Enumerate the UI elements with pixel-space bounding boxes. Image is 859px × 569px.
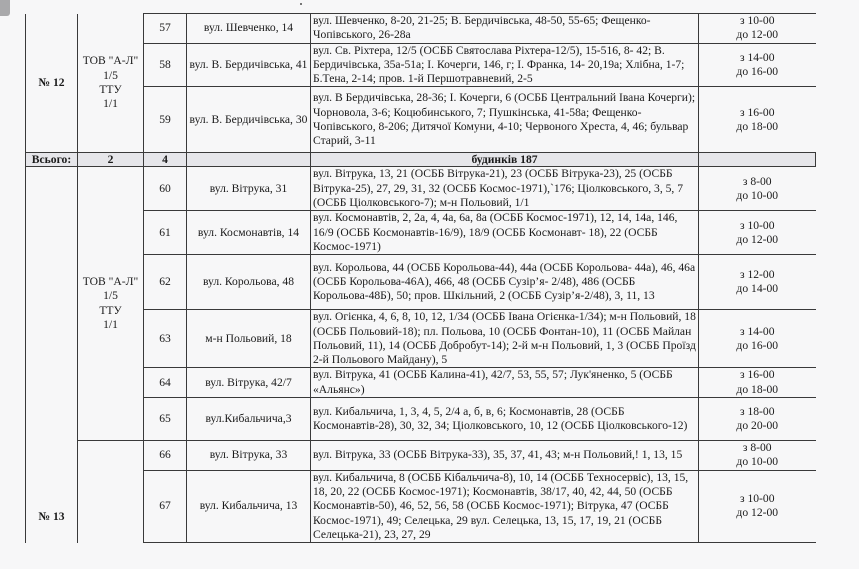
total-points: 4 [144, 153, 187, 167]
provider-line: 1/5 [103, 68, 118, 82]
point-address: вул. Шевченко, 14 [187, 14, 311, 44]
provider-cell-empty [78, 441, 144, 543]
time-from: з 8-00 [742, 441, 772, 455]
point-address: вул. В. Бердичівська, 30 [187, 87, 311, 153]
time-from: з 14-00 [739, 50, 775, 64]
time-to: до 14-00 [736, 282, 779, 296]
time-from: з 12-00 [739, 267, 775, 281]
group-number: № 13 [26, 167, 78, 543]
time-slot [699, 255, 816, 310]
total-buildings: будинків 187 [311, 153, 699, 167]
time-to: до 12-00 [736, 232, 779, 246]
time-from: з 18-00 [739, 404, 775, 418]
scan-dot [300, 3, 302, 5]
point-number: 57 [144, 14, 187, 44]
provider-line: 1/1 [103, 97, 118, 111]
time-to: до 20-00 [736, 419, 779, 433]
point-address: вул.Кибальчича,3 [187, 398, 311, 441]
point-number: 64 [144, 368, 187, 398]
time-slot [699, 441, 816, 471]
provider-line: ТОВ "А-Л" [82, 275, 139, 289]
point-number: 58 [144, 43, 187, 87]
served-addresses: вул. Св. Ріхтера, 12/5 (ОСББ Святослава Ріхтера-12/5), 15-516, 8- 42; В. Бердичівська, 35а-51а; І. Кочерги, 146, г; І. Франка, 14- 20,19а; Хлібна, 1-7; Б.Тена, 2-14; пров. 1-й Першотравневий, 2-5 [311, 43, 699, 87]
point-address: вул. Вітрука, 42/7 [187, 368, 311, 398]
total-row [26, 153, 816, 167]
served-addresses: вул. Вітрука, 13, 21 (ОСББ Вітрука-21), 23 (ОСББ Вітрука-23), 25 (ОСББ Вітрука-25), 27, 29, 31, 32 (ОСББ Космос-1971),`176; Ціолковського, 3, 5, 7 (ОСББ Ціолковського-7); м-н Польовий, 1/1 [311, 167, 699, 211]
served-addresses: вул. В Бердичівська, 28-36; І. Кочерги, 6 (ОСББ Центральний Івана Кочерги); Чорновола, 3-6; Коцюбинського, 7; Пушкінська, 41-58а; Фещенко-Чопівського, 8-206; Дитячої Комуни, 4-10; Червоного Хреста, 4, 46; бульвар Старий, 3-11 [311, 87, 699, 153]
point-number: 59 [144, 87, 187, 153]
point-address: вул. В. Бердичівська, 41 [187, 43, 311, 87]
time-from: з 10-00 [739, 14, 775, 27]
served-addresses: вул. Огієнка, 4, 6, 8, 10, 12, 1/34 (ОСББ Івана Огієнка-1/34); м-н Польовий, 18 (ОСББ Польовий-18); пл. Польова, 10 (ОСББ Фонтан-10), 11 (ОСББ Майлан Польовий, 11), 14 (ОСББ Добробут-14); 2-й м-н Польовий, 1, 3 (ОСББ Проїзд 2-й Польового Майдану), 5 [311, 310, 699, 368]
table-row [26, 441, 816, 471]
served-addresses: вул. Вітрука, 41 (ОСББ Калина-41), 42/7, 53, 55, 57; Лук'яненко, 5 (ОСББ «Альянс») [311, 368, 699, 398]
time-to: до 10-00 [736, 188, 779, 202]
provider-line: ТОВ "А-Л" [82, 54, 139, 68]
table-row [26, 398, 816, 441]
point-number: 67 [144, 470, 187, 542]
time-from: з 16-00 [739, 105, 775, 119]
point-address: вул. Космонавтів, 14 [187, 211, 311, 255]
provider-line: 1/1 [103, 318, 118, 332]
table-row [26, 368, 816, 398]
time-slot [699, 211, 816, 255]
served-addresses: вул. Кибальчича, 1, 3, 4, 5, 2/4 а, б, в, 6; Космонавтів, 28 (ОСББ Космонавтів-28), 30, 32, 34; Ціолковського, 10, 12 (ОСББ Ціолковського-12) [311, 398, 699, 441]
table-row [26, 255, 816, 310]
point-number: 63 [144, 310, 187, 368]
point-address: м-н Польовий, 18 [187, 310, 311, 368]
point-number: 65 [144, 398, 187, 441]
time-to: до 18-00 [736, 119, 779, 133]
scan-corner-mark [0, 0, 10, 16]
served-addresses: вул. Космонавтів, 2, 2а, 4, 4а, 6а, 8а (ОСББ Космос-1971), 12, 14, 14а, 146, 16/9 (ОСББ Космонавтів-16/9), 18/9 (ОСББ Космонавт- 18), 22 (ОСББ Космос-1971) [311, 211, 699, 255]
time-slot [699, 398, 816, 441]
time-from: з 16-00 [739, 368, 775, 382]
time-slot [699, 87, 816, 153]
point-address: вул. Вітрука, 33 [187, 441, 311, 471]
provider-line: ТТУ [99, 303, 122, 317]
time-slot [699, 470, 816, 542]
provider-cell [78, 14, 144, 153]
provider-cell [78, 167, 144, 441]
table-row [26, 310, 816, 368]
time-slot [699, 368, 816, 398]
served-addresses: вул. Корольова, 44 (ОСББ Корольова-44), 44а (ОСББ Корольова- 44а), 46, 46а (ОСББ Корольова-46А), 466, 48 (ОСББ Сузір’я- 2/48), 486 (ОСББ Корольова-48Б), 50; пров. Шкільний, 2 (ОСББ Сузір’я-2/48), 3, 11, 13 [311, 255, 699, 310]
provider-line: ТТУ [99, 82, 122, 96]
point-number: 61 [144, 211, 187, 255]
time-to: до 12-00 [736, 28, 779, 42]
total-empty [187, 153, 311, 167]
point-number: 60 [144, 167, 187, 211]
time-to: до 10-00 [736, 455, 779, 469]
schedule-table [25, 13, 816, 543]
time-to: до 16-00 [736, 338, 779, 352]
point-number: 66 [144, 441, 187, 471]
time-slot [699, 43, 816, 87]
point-number: 62 [144, 255, 187, 310]
point-address: вул. Корольова, 48 [187, 255, 311, 310]
table-row [26, 87, 816, 153]
group-number: № 12 [26, 14, 78, 153]
time-to: до 16-00 [736, 65, 779, 79]
total-providers: 2 [78, 153, 144, 167]
time-slot [699, 310, 816, 368]
time-from: з 10-00 [739, 218, 775, 232]
time-slot [699, 14, 816, 44]
time-from: з 14-00 [739, 324, 775, 338]
time-to: до 12-00 [736, 506, 779, 520]
served-addresses: вул. Вітрука, 33 (ОСББ Вітрука-33), 35, 37, 41, 43; м-н Польовий,! 1, 13, 15 [311, 441, 699, 471]
served-addresses: вул. Шевченко, 8-20, 21-25; В. Бердичівська, 48-50, 55-65; Фещенко-Чопівського, 26-28а [311, 14, 699, 44]
total-label: Всього: [26, 153, 78, 167]
time-from: з 8-00 [742, 174, 772, 188]
provider-line: 1/5 [103, 289, 118, 303]
table-row [26, 211, 816, 255]
table-row [26, 167, 816, 211]
point-address: вул. Кибальчича, 13 [187, 470, 311, 542]
table-row [26, 14, 816, 44]
table-row [26, 470, 816, 542]
served-addresses: вул. Кибальчича, 8 (ОСББ Кібальчича-8), 10, 14 (ОСББ Техносервіс), 13, 15, 18, 20, 22 (ОСББ Космос-1971); Космонавтів, 38/17, 40, 42, 44, 50 (ОСББ Космонавтів-50), 46, 52, 56, 58 (ОСББ Космос-1971); Вітрука, 47 (ОСББ Космос-1971), 49; Селецька, 29 вул. Селецька, 13, 15, 17, 19, 21 (ОСББ Селецька-21), 23, 27, 29 [311, 470, 699, 542]
table-row [26, 43, 816, 87]
time-slot [699, 167, 816, 211]
time-to: до 18-00 [736, 382, 779, 396]
total-time-empty [699, 153, 816, 167]
time-from: з 10-00 [739, 492, 775, 506]
point-address: вул. Вітрука, 31 [187, 167, 311, 211]
